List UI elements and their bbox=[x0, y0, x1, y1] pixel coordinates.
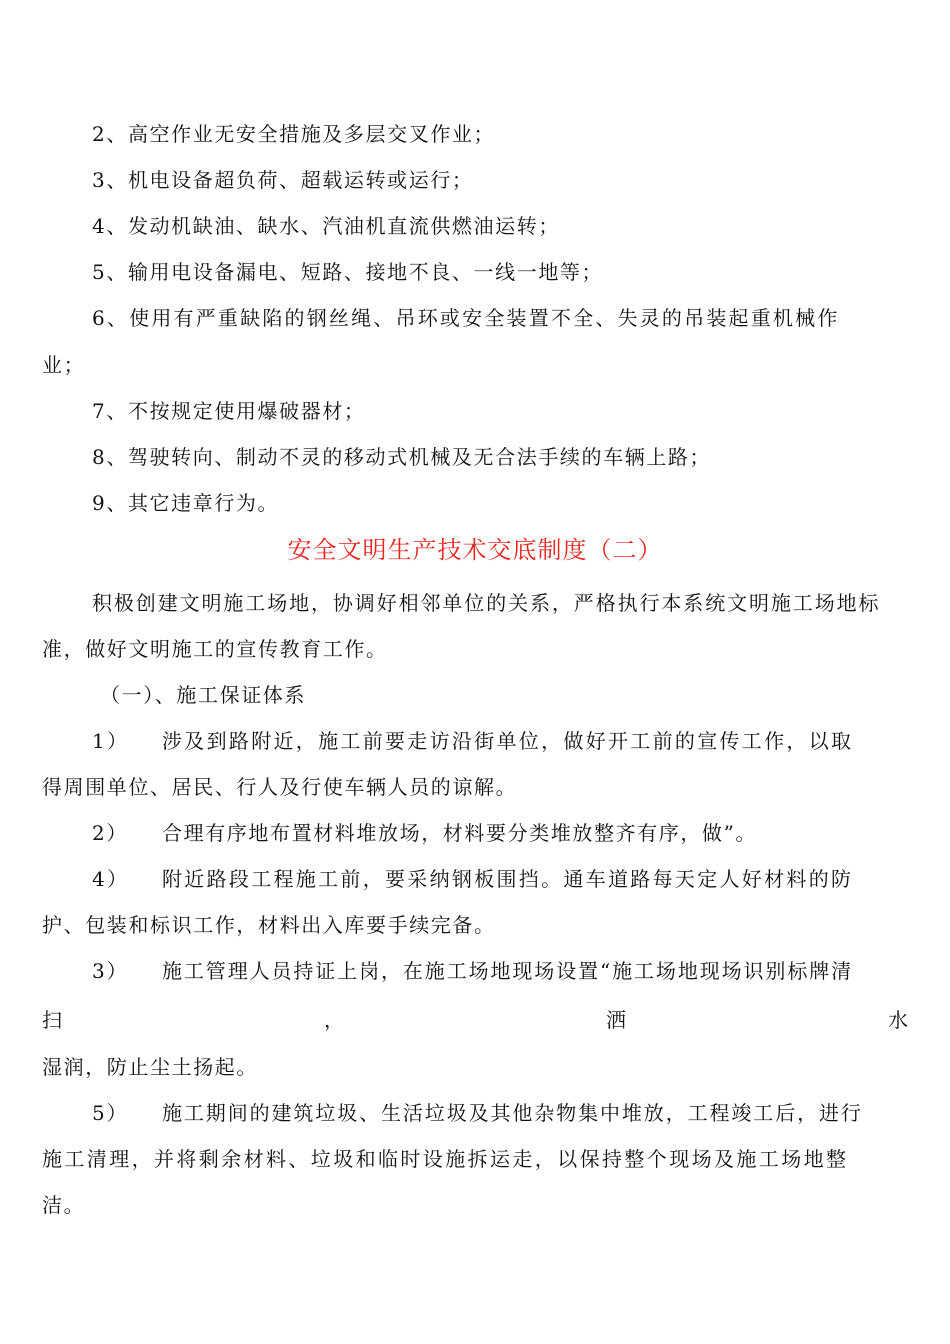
item-1 bbox=[92, 729, 950, 753]
intro-line: 准，做好文明施工的宣传教育工作。 bbox=[42, 637, 388, 661]
item-text: 合理有序地布置材料堆放场，材料要分类堆放整齐有序，做”。 bbox=[162, 821, 758, 845]
list-text: 发动机缺油、缺水、汽油机直流供燃油运转； bbox=[127, 214, 560, 238]
item-number: 3） bbox=[92, 959, 129, 983]
list-number: 5、 bbox=[92, 260, 128, 284]
item-3 bbox=[92, 959, 950, 983]
list-number: 9、 bbox=[92, 491, 128, 515]
list-item-continuation bbox=[42, 353, 908, 377]
item-5-continuation: 施工清理，并将剩余材料、垃圾和临时设施拆运走，以保持整个现场及施工场地整 bbox=[42, 1147, 849, 1171]
list-item bbox=[92, 306, 950, 330]
list-item bbox=[92, 122, 950, 146]
item-1-continuation: 得周围单位、居民、行人及行使车辆人员的谅解。 bbox=[42, 775, 518, 799]
item-4-continuation: 护、包装和标识工作，材料出入库要手续完备。 bbox=[42, 913, 496, 937]
item-3-continuation: 湿润，防止尘土扬起。 bbox=[42, 1055, 258, 1079]
list-item bbox=[92, 491, 950, 515]
list-text: 不按规定使用爆破器材； bbox=[127, 399, 366, 423]
list-item bbox=[92, 445, 950, 469]
intro-line: 积极创建文明施工场地，协调好相邻单位的关系，严格执行本系统文明施工场地标 bbox=[92, 591, 881, 615]
list-item bbox=[92, 260, 950, 284]
list-number: 7、 bbox=[92, 399, 128, 423]
item-number: 5） bbox=[92, 1101, 129, 1125]
item-3-spread-line bbox=[42, 1008, 908, 1032]
item-text: 施工期间的建筑垃圾、生活垃圾及其他杂物集中堆放，工程竣工后，进行 bbox=[162, 1101, 863, 1125]
item-number: 2） bbox=[92, 821, 128, 845]
list-text: 机电设备超负荷、超载运转或运行； bbox=[127, 168, 474, 192]
item-5-continuation: 洁。 bbox=[42, 1193, 86, 1217]
list-text: 输用电设备漏电、短路、接地不良、一线一地等； bbox=[127, 260, 604, 284]
spread-char: 水 bbox=[888, 1008, 908, 1032]
list-number: 6、 bbox=[92, 306, 130, 330]
item-text: 附近路段工程施工前，要采纳钢板围挡。通车道路每天定人好材料的防 bbox=[162, 867, 854, 891]
item-4 bbox=[92, 867, 950, 891]
list-text: 业； bbox=[42, 353, 86, 377]
item-2 bbox=[92, 821, 950, 845]
item-number: 4） bbox=[92, 867, 130, 891]
section-title: 安全文明生产技术交底制度（二） bbox=[287, 536, 663, 564]
spread-char: 扫 bbox=[42, 1008, 62, 1032]
list-item bbox=[92, 168, 950, 192]
list-text: 其它违章行为。 bbox=[127, 491, 280, 515]
list-item bbox=[92, 399, 950, 423]
list-item bbox=[92, 214, 950, 238]
list-text: 使用有严重缺陷的钢丝绳、吊环或安全装置不全、失灵的吊装起重机械作 bbox=[129, 306, 840, 330]
item-number: 1） bbox=[92, 729, 130, 753]
list-number: 3、 bbox=[92, 168, 128, 192]
item-5 bbox=[92, 1101, 950, 1125]
list-number: 8、 bbox=[92, 445, 128, 469]
spread-char: ， bbox=[324, 1008, 344, 1032]
list-number: 4、 bbox=[92, 214, 128, 238]
item-text: 施工管理人员持证上岗，在施工场地现场设置“施工场地现场识别标牌清 bbox=[162, 959, 854, 983]
list-number: 2、 bbox=[92, 122, 128, 146]
list-text: 驾驶转向、制动不灵的移动式机械及无合法手续的车辆上路； bbox=[127, 445, 712, 469]
item-text: 涉及到路附近，施工前要走访沿街单位，做好开工前的宣传工作，以取 bbox=[162, 729, 854, 753]
spread-char: 洒 bbox=[606, 1008, 626, 1032]
subheading: （一）、施工保证体系 bbox=[100, 683, 306, 707]
list-text: 高空作业无安全措施及多层交叉作业； bbox=[127, 122, 496, 146]
